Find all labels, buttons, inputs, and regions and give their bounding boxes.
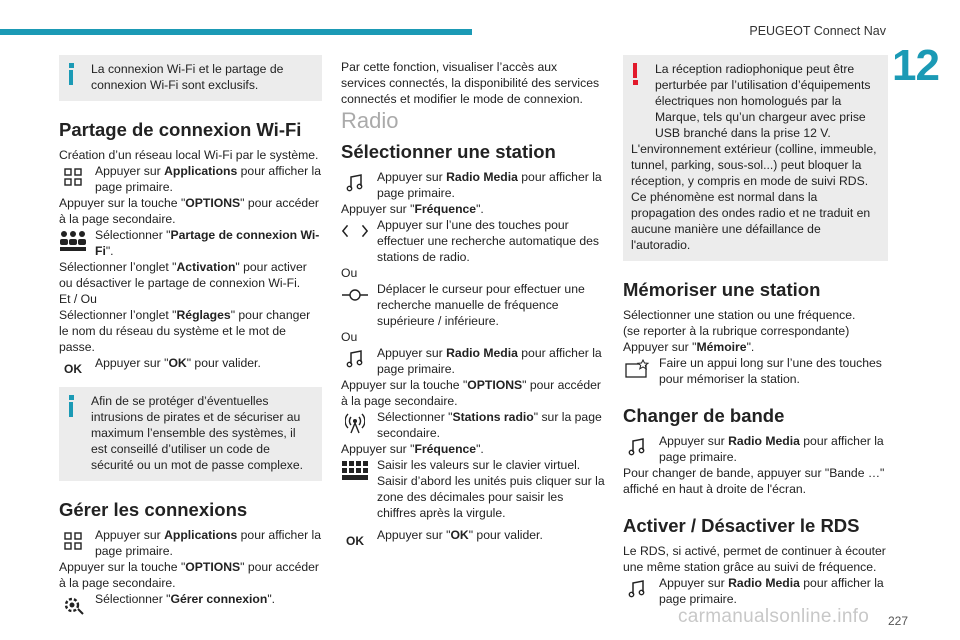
warning-icon — [632, 63, 638, 85]
step-keyboard: Saisir les valeurs sur le clavier virtuel. Saisir d’abord les unités puis cliquer sur la zone des décimales pour saisir les chiffres après la virgule. — [341, 457, 605, 521]
heading-radio: Radio — [341, 108, 399, 133]
column-2 — [341, 59, 605, 548]
paragraph: Par cette fonction, visualiser l’accès aux services connectés, la disponibilité des services connectés et modifier le mode de connexion. — [341, 60, 600, 106]
paragraph: Création d’un réseau local Wi-Fi par le système. — [59, 148, 319, 162]
step-partage: Sélectionner "Partage de connexion Wi-Fi". — [59, 227, 322, 259]
step-ok: OK Appuyer sur "OK" pour valider. — [341, 527, 605, 543]
paragraph: Sélectionner l’onglet "Activation" pour activer ou désactiver le partage de connexion Wi-Fi. — [59, 260, 307, 290]
heading-changer-bande: Changer de bande — [623, 405, 785, 426]
paragraph: Sélectionner une station ou une fréquence. — [623, 308, 856, 322]
step-gerer-connexion: Sélectionner "Gérer connexion". — [59, 591, 322, 607]
paragraph: Appuyer sur "Fréquence". — [341, 442, 484, 456]
radio-station-icon — [341, 409, 369, 437]
music-note-icon — [341, 345, 369, 373]
slider-cursor-icon — [341, 281, 369, 309]
step-search: Appuyer sur l’une des touches pour effectuer une recherche automatique des stations de radio. — [341, 217, 605, 265]
step-radio-media: Appuyer sur Radio Media pour afficher la page primaire. — [341, 169, 605, 201]
info-note-text: La connexion Wi-Fi et le partage de connexion Wi-Fi sont exclusifs. — [91, 62, 284, 92]
header-title: PEUGEOT Connect Nav — [749, 24, 886, 38]
step-applications: Appuyer sur Applications pour afficher la page primaire. — [59, 527, 322, 559]
column-1 — [59, 55, 322, 607]
paragraph: (se reporter à la rubrique correspondante) — [623, 324, 850, 338]
info-note-text: Afin de se protéger d’éventuelles intrusions de pirates et de sécuriser au maximum l’ensemble des systèmes, il est conseillé d’utiliser un code de sécurité ou un mot de passe complexe. — [91, 394, 304, 472]
step-radio-media: Appuyer sur Radio Media pour afficher la page primaire. — [623, 575, 888, 607]
step-stations: Sélectionner "Stations radio" sur la page secondaire. — [341, 409, 605, 441]
chevron-left-right-icon — [341, 217, 369, 245]
heading-activer-rds: Activer / Désactiver le RDS — [623, 515, 860, 536]
paragraph: Pour changer de bande, appuyer sur "Bande …" affiché en haut à droite de l'écran. — [623, 466, 885, 496]
keyboard-icon — [341, 457, 369, 485]
info-note — [59, 387, 322, 481]
step-memoire: Faire un appui long sur l’une des touches pour mémoriser la station. — [623, 355, 888, 387]
step-applications: Appuyer sur Applications pour afficher la page primaire. — [59, 163, 322, 195]
applications-grid-icon — [59, 527, 87, 555]
applications-grid-icon — [59, 163, 87, 191]
music-note-icon — [623, 575, 651, 603]
heading-memoriser-station: Mémoriser une station — [623, 279, 821, 300]
info-icon — [68, 395, 74, 417]
paragraph: Appuyer sur la touche "OPTIONS" pour accéder à la page secondaire. — [59, 196, 319, 226]
heading-partage-wifi: Partage de connexion Wi-Fi — [59, 119, 302, 140]
step-radio-media: Appuyer sur Radio Media pour afficher la page primaire. — [341, 345, 605, 377]
step-radio-media: Appuyer sur Radio Media pour afficher la page primaire. — [623, 433, 888, 465]
paragraph: Appuyer sur la touche "OPTIONS" pour accéder à la page secondaire. — [59, 560, 319, 590]
chapter-number: 12 — [892, 41, 939, 90]
ok-icon: OK — [346, 534, 364, 548]
watermark: carmanualsonline.info — [678, 606, 870, 627]
paragraph: Sélectionner l’onglet "Réglages" pour changer le nom du réseau du système et le mot de passe. — [59, 308, 311, 354]
heading-selectionner-station: Sélectionner une station — [341, 141, 556, 162]
paragraph: Et / Ou — [59, 292, 97, 306]
paragraph: Appuyer sur "Mémoire". — [623, 340, 755, 354]
gear-settings-icon — [59, 591, 87, 619]
warning-note-text: L'environnement extérieur (colline, immeuble, tunnel, parking, sous-sol...) peut bloquer la réception, y compris en mode de suivi RDS. Ce phénomène est normal dans la propagation des ondes radio et ne traduit en aucune manière une défaillance de l'autoradio. — [631, 142, 877, 252]
paragraph: Appuyer sur la touche "OPTIONS" pour accéder à la page secondaire. — [341, 378, 601, 408]
step-cursor: Déplacer le curseur pour effectuer une recherche manuelle de fréquence supérieure / inférieure. — [341, 281, 605, 329]
users-group-icon — [59, 227, 87, 255]
memory-star-icon — [623, 355, 651, 383]
paragraph: Le RDS, si activé, permet de continuer à écouter une même station grâce au suivi de fréquence. — [623, 544, 886, 574]
top-accent-bar — [0, 29, 472, 35]
paragraph: Ou — [341, 266, 358, 280]
music-note-icon — [341, 169, 369, 197]
music-note-icon — [623, 433, 651, 461]
warning-note — [623, 55, 888, 261]
ok-icon: OK — [64, 362, 82, 376]
info-icon — [68, 63, 74, 85]
step-ok: OK Appuyer sur "OK" pour valider. — [59, 355, 322, 371]
paragraph: Appuyer sur "Fréquence". — [341, 202, 484, 216]
column-3 — [623, 55, 888, 607]
warning-note-text: La réception radiophonique peut être perturbée par l’utilisation d’équipements électriques non homologués par la Marque, tels qu’un chargeur avec prise USB branché dans la prise 12 V. — [655, 62, 871, 140]
page-number: 227 — [887, 614, 908, 628]
paragraph: Ou — [341, 330, 358, 344]
heading-gerer-connexions: Gérer les connexions — [59, 499, 248, 520]
info-note — [59, 55, 322, 101]
